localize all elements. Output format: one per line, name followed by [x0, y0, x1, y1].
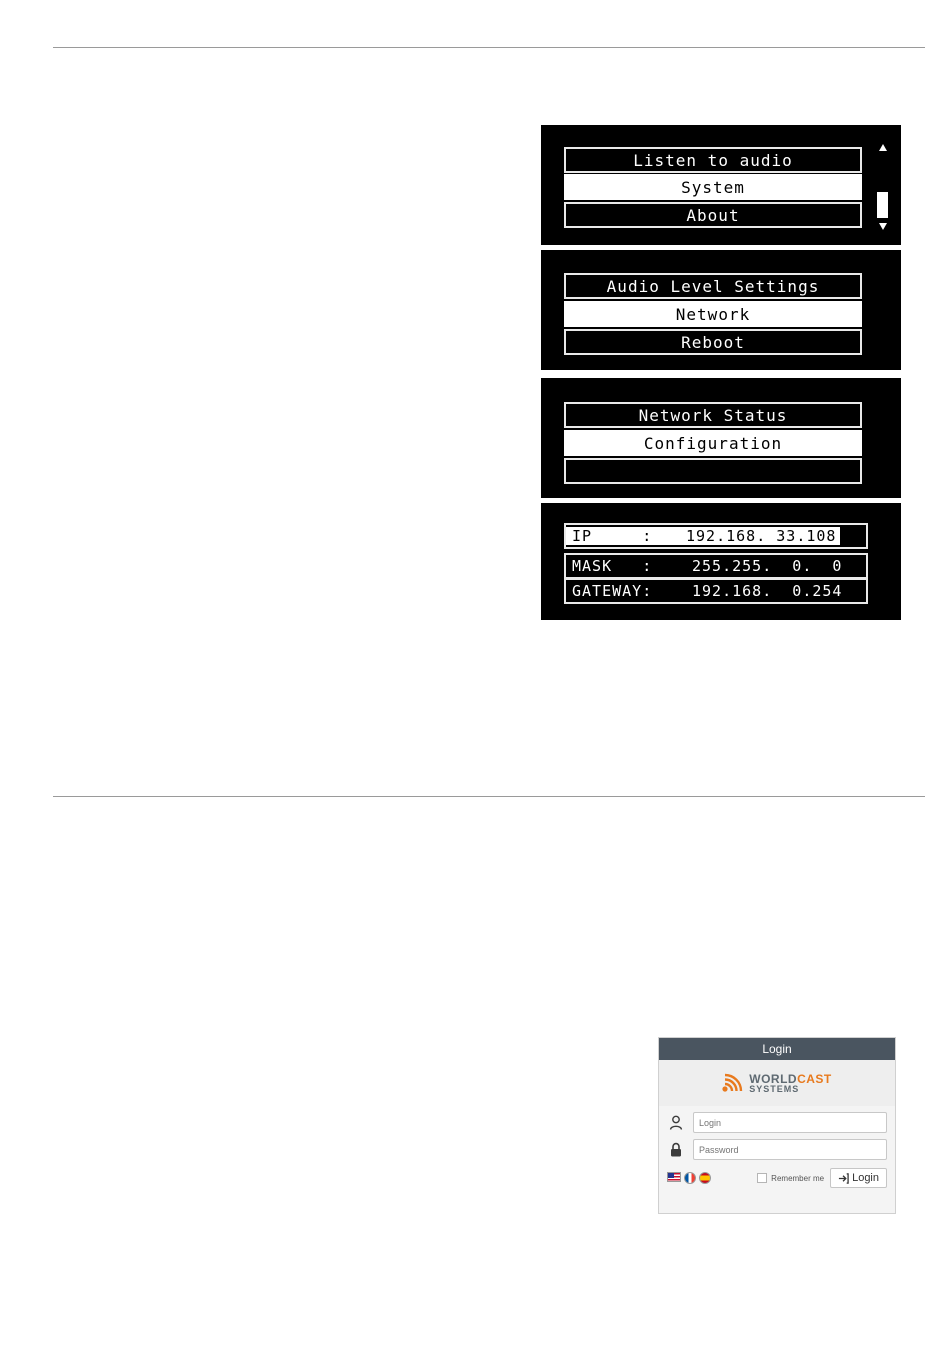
sign-in-icon: [838, 1173, 849, 1184]
language-selector[interactable]: [667, 1172, 711, 1184]
lcd-menu-item-label: Configuration: [643, 433, 783, 453]
lcd-menu-item-reboot[interactable]: [564, 329, 862, 355]
lcd-field-gateway-value[interactable]: 192.168. 0.254: [692, 582, 843, 600]
login-button-label: Login: [852, 1172, 879, 1184]
lcd-menu-item-label: Network Status: [638, 405, 788, 425]
lcd-screen-network-menu: [541, 378, 901, 498]
lcd-menu-item-label: Reboot: [681, 332, 745, 352]
login-footer: [659, 1160, 895, 1188]
lcd-menu-item-network-status[interactable]: [564, 402, 862, 428]
lcd-menu-item-configuration[interactable]: [564, 430, 862, 456]
username-field-row: [659, 1106, 895, 1133]
login-input[interactable]: [693, 1112, 887, 1133]
lcd-menu-item-label: About: [686, 205, 740, 225]
logo-word-cast: CAST: [797, 1071, 832, 1086]
login-button[interactable]: [830, 1168, 887, 1188]
logo-word-systems: SYSTEMS: [749, 1083, 800, 1094]
header-rule: [53, 47, 925, 48]
french-flag-icon[interactable]: [684, 1172, 696, 1184]
lcd-field-ip-label: IP :: [566, 527, 686, 545]
lcd-field-ip[interactable]: [564, 523, 868, 549]
lcd-screen-main-menu: [541, 125, 901, 245]
password-input[interactable]: [693, 1139, 887, 1160]
remember-me-option[interactable]: [757, 1173, 824, 1183]
chevron-down-icon[interactable]: [879, 223, 887, 230]
lock-icon: [667, 1140, 685, 1160]
lcd-menu-item-network[interactable]: [564, 301, 862, 327]
lcd-field-ip-value[interactable]: 192.168. 33.108: [686, 527, 840, 545]
lcd-menu-item-label: System: [681, 177, 745, 197]
login-panel: [658, 1037, 896, 1214]
lcd-menu-item-audio-level-settings[interactable]: [564, 273, 862, 299]
spanish-flag-icon[interactable]: [699, 1172, 711, 1184]
lcd-menu-item-about[interactable]: [564, 202, 862, 228]
section-rule: [53, 796, 925, 797]
logo-word-world: WORLD: [749, 1071, 798, 1086]
lcd-scrollbar[interactable]: [877, 144, 888, 230]
lcd-menu-item-label: Network: [675, 304, 751, 324]
remember-me-checkbox[interactable]: [757, 1173, 767, 1183]
chevron-up-icon[interactable]: [879, 144, 887, 151]
lcd-field-gateway[interactable]: [564, 578, 868, 604]
english-flag-icon[interactable]: [667, 1172, 681, 1182]
lcd-menu-item-label: Audio Level Settings: [606, 276, 820, 296]
password-field-row: [659, 1133, 895, 1160]
lcd-menu-item-system[interactable]: [564, 174, 862, 200]
login-panel-title: Login: [659, 1038, 895, 1060]
lcd-field-gateway-label: GATEWAY:: [572, 582, 653, 600]
scrollbar-thumb[interactable]: [877, 192, 888, 218]
lcd-field-mask-label: MASK :: [572, 557, 653, 575]
signal-waves-icon: [722, 1071, 744, 1095]
lcd-menu-item-label: Listen to audio: [633, 150, 793, 170]
lcd-menu-item-empty[interactable]: [564, 458, 862, 484]
lcd-field-mask-value[interactable]: 255.255. 0. 0: [692, 557, 843, 575]
lcd-menu-item-listen-to-audio[interactable]: [564, 147, 862, 173]
lcd-screen-ip-configuration: [541, 503, 901, 620]
brand-logo: [659, 1060, 895, 1106]
lcd-screen-system-menu: [541, 250, 901, 370]
lcd-field-mask[interactable]: [564, 553, 868, 579]
remember-me-label: Remember me: [771, 1173, 825, 1183]
user-icon: [667, 1113, 685, 1133]
